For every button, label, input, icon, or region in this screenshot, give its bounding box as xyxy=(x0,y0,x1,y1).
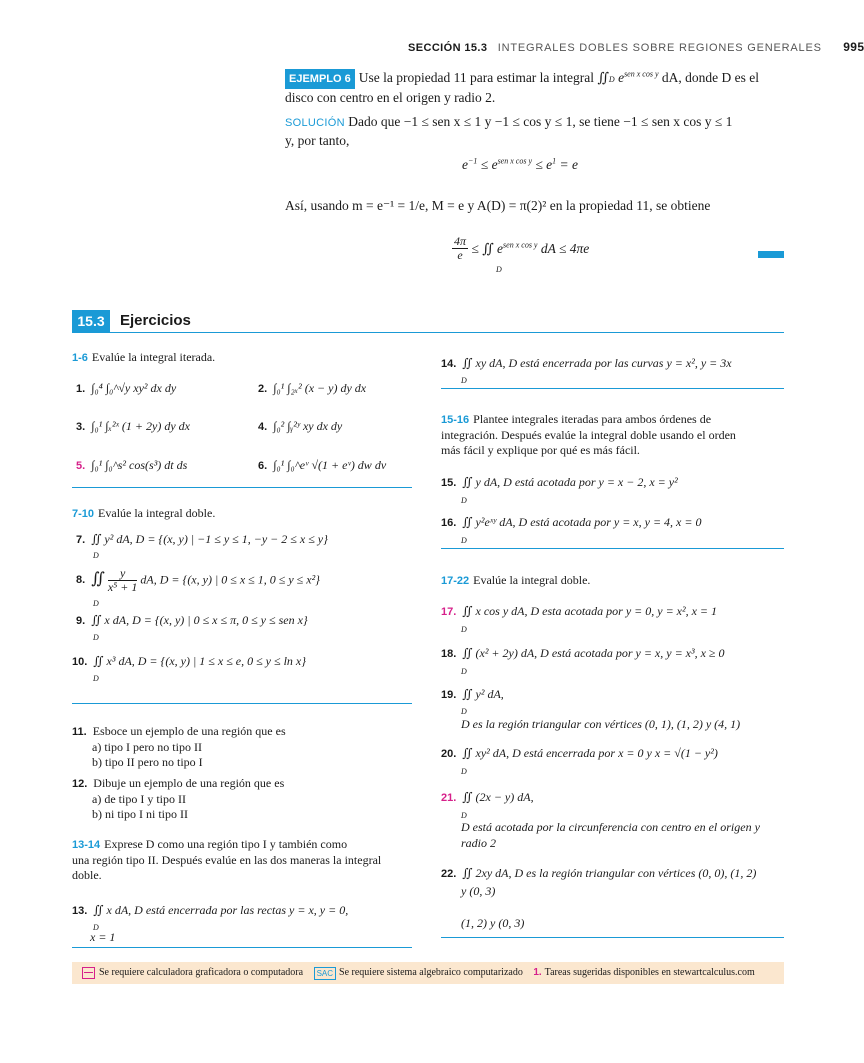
exercise-10: 10. ∬ x³ dA, D = {(x, y) | 1 ≤ x ≤ e, 0 ≤ y ≤ ln x} xyxy=(72,654,307,668)
exercise-22-cont2: (1, 2) y (0, 3) xyxy=(461,916,525,930)
exercise-21-cont: D está acotada por la circunferencia con centro en el origen y radio 2 xyxy=(461,820,760,850)
divider xyxy=(72,703,412,704)
exercise-11: 11. Esboce un ejemplo de una región que es a) tipo I pero no tipo II b) tipo II pero no tipo I xyxy=(72,724,286,769)
group-15-16: 15-16 Plantee integrales iteradas para ambos órdenes de integración. Después evalúe la integral doble usando el orden más fácil y explique por qué es más fácil. xyxy=(441,412,736,457)
using-line: Así, usando m = e⁻¹ = 1/e, M = e y A(D) = π(2)² en la propiedad 11, se obtiene xyxy=(285,198,711,213)
exercise-22: 22. ∬ 2xy dA, D es la región triangular con vértices (0, 0), (1, 2) xyxy=(441,866,757,880)
section-title: Ejercicios xyxy=(120,312,191,329)
exercise-13-cont: x = 1 xyxy=(90,930,116,944)
exercise-19-cont: D es la región triangular con vértices (0, 1), (1, 2) y (4, 1) xyxy=(461,717,741,731)
divider xyxy=(72,487,412,488)
sac-icon: SAC xyxy=(314,967,336,980)
solution-label: SOLUCIÓN xyxy=(285,117,345,129)
exercise-4: 4. ∫₀² ∫ᵧ²ʸ xy dx dy xyxy=(258,419,343,433)
section-number: 15.3 xyxy=(72,310,110,332)
example-statement: EJEMPLO 6 Use la propiedad 11 para estimar la integral ∬D $e^{sen x cos y}$ dA, donde D es el disco con centro en el origen y radio 2. xyxy=(285,69,759,105)
running-header xyxy=(408,40,864,54)
exercise-6: 6. ∫₀¹ ∫₀^eᵛ √(1 + eᵛ) dw dv xyxy=(258,458,387,472)
inequality: $e^{-1} \le e^{sen x cos y} \le e^1 = e$ xyxy=(462,156,579,172)
page-number: 995 xyxy=(843,40,864,54)
final-estimate: $\frac{4\pi}{e}$ ≤ ∬ $e^{sen x cos y}$ dA ≤ 4πe D xyxy=(454,234,590,274)
exercise-7: 7. ∬ y² dA, D = {(x, y) | −1 ≤ y ≤ 1, −y − 2 ≤ x ≤ y} xyxy=(76,532,328,546)
exercise-9: 9. ∬ x dA, D = {(x, y) | 0 ≤ x ≤ π, 0 ≤ y ≤ sen x} xyxy=(76,613,308,627)
calculator-icon xyxy=(82,967,95,979)
exercise-14: 14. ∬ xy dA, D está encerrada por las curvas y = x², y = 3x xyxy=(441,356,732,370)
group-13-14: 13-14 Exprese D como una región tipo I y también como una región tipo II. Después evalúe en las dos maneras la integral doble. xyxy=(72,837,382,882)
example-line2: disco con centro en el origen y radio 2. xyxy=(285,90,496,105)
exercise-17: 17. ∬ x cos y dA, D esta acotada por y = 0, y = x², x = 1 xyxy=(441,604,718,618)
exercise-5: 5. ∫₀¹ ∫₀^s² cos(s³) dt ds xyxy=(76,458,188,472)
section-heading xyxy=(72,310,784,333)
exercise-3: 3. ∫₀¹ ∫ₓ²ˣ (1 + 2y) dy dx xyxy=(76,419,190,433)
exercise-13: 13. ∬ x dA, D está encerrada por las rectas y = x, y = 0, xyxy=(72,903,349,917)
group-17-22: 17-22 Evalúe la integral doble. xyxy=(441,573,591,587)
header-title: INTEGRALES DOBLES SOBRE REGIONES GENERALES xyxy=(497,42,822,54)
solution: SOLUCIÓN Dado que −1 ≤ sen x ≤ 1 y −1 ≤ cos y ≤ 1, se tiene −1 ≤ sen x cos y ≤ 1 y, por tanto, xyxy=(285,114,733,148)
exercise-20: 20. ∬ xy² dA, D está encerrada por x = 0 y x = √(1 − y²) xyxy=(441,746,718,760)
exercise-18: 18. ∬ (x² + 2y) dA, D está acotada por y = x, y = x³, x ≥ 0 xyxy=(441,646,725,660)
group-1-6: 1-6 Evalúe la integral iterada. xyxy=(72,350,216,364)
header-section: SECCIÓN 15.3 xyxy=(408,42,488,54)
end-example-marker xyxy=(758,251,784,258)
exercise-21: 21. ∬ (2x − y) dA, xyxy=(441,790,534,804)
exercise-15: 15. ∬ y dA, D está acotada por y = x − 2, x = y² xyxy=(441,475,678,489)
divider xyxy=(72,947,412,948)
example-tag: EJEMPLO 6 xyxy=(285,69,355,89)
exercise-12: 12. Dibuje un ejemplo de una región que es a) de tipo I y tipo II b) ni tipo I ni tipo II xyxy=(72,776,285,821)
divider xyxy=(441,388,784,389)
sac-text: Se requiere sistema algebraico computarizado xyxy=(339,967,523,978)
group-7-10: 7-10 Evalúe la integral doble. xyxy=(72,506,216,520)
exercise-19: 19. ∬ y² dA, xyxy=(441,687,504,701)
exercise-8: 8. ∬ $\frac{y}{\text{x⁵ + 1}}$ dA, D = {(x, y) | 0 ≤ x ≤ 1, 0 ≤ y ≤ x²} xyxy=(76,566,320,594)
exercise-1: 1. ∫₀⁴ ∫₀^√y xy² dx dy xyxy=(76,381,177,395)
exercise-22-cont1: y (0, 3) xyxy=(461,884,496,898)
divider xyxy=(441,548,784,549)
divider xyxy=(441,937,784,938)
legend-footer xyxy=(72,962,784,984)
exercise-2: 2. ∫₀¹ ∫₂ₓ² (x − y) dy dx xyxy=(258,381,367,395)
calc-text: Se requiere calculadora graficadora o computadora xyxy=(99,967,304,978)
homework-text[interactable]: Tareas sugeridas disponibles en stewartcalculus.com xyxy=(544,967,755,978)
homework-marker: 1. xyxy=(533,967,542,978)
exercise-16: 16. ∬ y²eˣʸ dA, D está acotada por y = x, y = 4, x = 0 xyxy=(441,515,702,529)
